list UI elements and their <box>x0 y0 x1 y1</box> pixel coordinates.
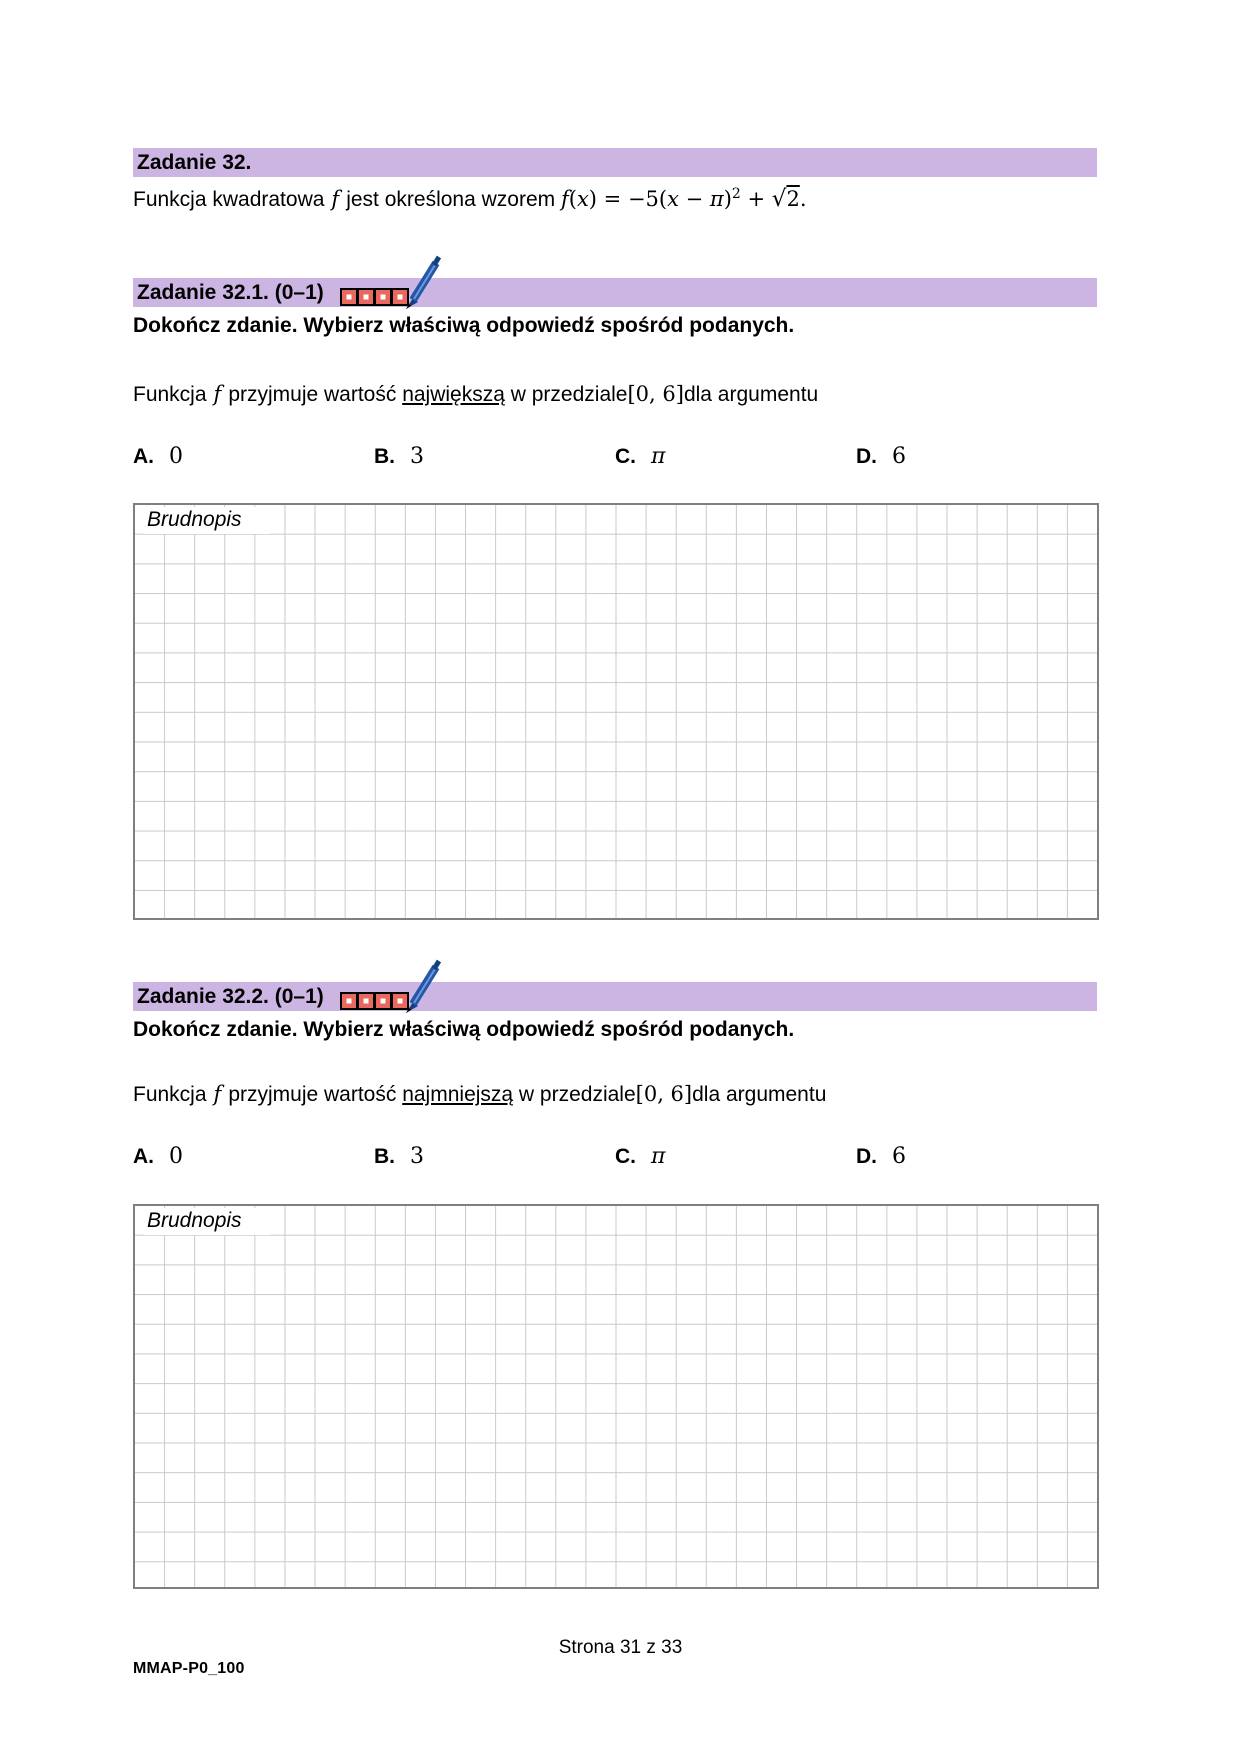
option-b: B. 3 <box>374 1144 424 1169</box>
scratchpad-label: Brudnopis <box>144 1208 270 1235</box>
answer-card-pen-icon <box>340 982 450 1011</box>
answer-squares-icon <box>341 289 408 305</box>
function-symbol: f <box>213 1082 222 1106</box>
underlined-word: najmniejszą <box>402 1083 514 1106</box>
task-32-1-instruction: Dokończ zdanie. Wybierz właściwą odpowiedź spośród podanych. <box>133 314 795 337</box>
scratchpad-grid-1 <box>133 503 1099 920</box>
scratchpad-label: Brudnopis <box>144 507 270 534</box>
option-b: B. 3 <box>374 444 424 469</box>
scratchpad-grid-2 <box>133 1204 1099 1589</box>
interval: [0, 6] <box>627 382 684 406</box>
task-32-1-options <box>133 444 1097 472</box>
sqrt-sign: √ <box>771 186 787 212</box>
underlined-word: największą <box>402 383 505 406</box>
option-a: A. 0 <box>133 444 183 469</box>
task-32-2-stem: Funkcja f przyjmuje wartość najmniejszą w przedziale[0, 6]dla argumentu <box>133 1082 827 1106</box>
intro-text-mid: jest określona wzorem <box>346 188 556 211</box>
task-32-2-options <box>133 1144 1097 1172</box>
quadratic-formula: $f(x) = -5(x - \pi)^2 + √2$. <box>560 186 807 212</box>
answer-card-pen-icon <box>340 278 450 307</box>
task-32-2-instruction: Dokończ zdanie. Wybierz właściwą odpowiedź spośród podanych. <box>133 1018 795 1041</box>
pen-icon <box>406 961 439 1013</box>
function-symbol: f <box>331 187 340 211</box>
task-32-1-title: Zadanie 32.1. (0–1) <box>137 280 324 304</box>
task-32-title: Zadanie 32. <box>137 150 252 174</box>
task-32-intro <box>133 186 807 212</box>
exam-sheet-code: MMAP-P0_100 <box>133 1660 245 1677</box>
option-d: D. 6 <box>856 444 906 469</box>
option-d: D. 6 <box>856 1144 906 1169</box>
answer-squares-icon <box>341 993 408 1009</box>
option-c: C. π <box>615 444 666 469</box>
function-symbol: f <box>213 382 222 406</box>
option-a: A. 0 <box>133 1144 183 1169</box>
task-32-1-header-bar <box>133 278 1097 307</box>
task-32-2-title: Zadanie 32.2. (0–1) <box>137 984 324 1008</box>
page-number: Strona 31 z 33 <box>558 1637 683 1658</box>
interval: [0, 6] <box>635 1082 693 1106</box>
task-32-header-bar <box>133 148 1097 177</box>
task-32-1-stem: Funkcja f przyjmuje wartość największą w przedziale[0, 6]dla argumentu <box>133 382 819 406</box>
task-32-2-header-bar <box>133 982 1097 1011</box>
pen-icon <box>406 257 439 309</box>
option-c: C. π <box>615 1144 666 1169</box>
intro-text-pre: Funkcja kwadratowa <box>133 188 325 211</box>
